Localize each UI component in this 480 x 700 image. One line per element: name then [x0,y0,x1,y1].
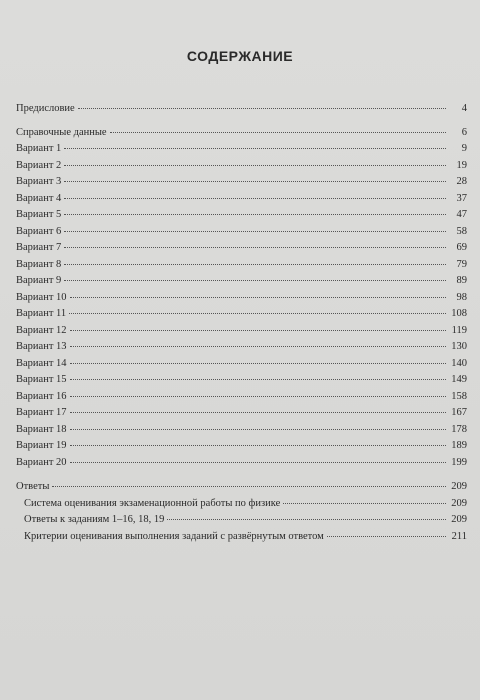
leader-dots [64,198,446,199]
toc-entry-variant-2[interactable] [16,158,467,175]
toc-entry-page: 119 [451,324,467,336]
leader-dots [64,264,446,265]
toc-entry-variant-7[interactable] [16,240,467,257]
toc-entry-variant-14[interactable] [16,356,467,373]
toc-entry-page: 37 [456,192,467,204]
leader-dots [70,330,446,331]
leader-dots [64,280,446,281]
toc-entry-label: Вариант 15 [16,374,67,385]
toc-entry-variant-13[interactable] [16,339,467,356]
leader-dots [283,503,446,504]
toc-entry-label: Вариант 14 [16,357,67,369]
toc-entry-page: 79 [456,258,467,270]
table-of-contents [16,101,467,545]
toc-entry-variant-17[interactable] [16,405,467,422]
toc-entry-label: Вариант 4 [16,192,62,204]
leader-dots [69,313,446,314]
toc-entry-variant-8[interactable] [16,257,467,274]
toc-entry-page: 130 [451,341,467,352]
leader-dots [70,462,446,463]
toc-entry-page: 158 [451,390,467,402]
toc-subentry-task-answers[interactable] [16,512,467,529]
toc-entry-label: Ответы [16,481,50,492]
toc-entry-label: Вариант 13 [16,341,67,352]
leader-dots [70,379,446,380]
toc-entry-page: 4 [461,103,467,114]
leader-dots [64,181,446,182]
toc-entry-variant-3[interactable] [16,174,467,191]
toc-entry-variant-15[interactable] [16,372,467,389]
toc-entry-page: 28 [456,176,467,187]
toc-entry-page: 108 [451,308,467,319]
toc-entry-variant-9[interactable] [16,273,467,290]
leader-dots [70,297,446,298]
toc-entry-variant-16[interactable] [16,389,467,406]
toc-entry-variant-20[interactable] [16,455,467,472]
toc-entry-label: Ответы к заданиям 1–16, 18, 19 [24,514,165,525]
leader-dots [78,108,446,109]
leader-dots [110,132,446,133]
toc-entry-page: 199 [451,456,467,468]
toc-entry-variant-10[interactable] [16,290,467,307]
toc-entry-label: Вариант 6 [16,225,62,237]
toc-entry-label: Вариант 10 [16,291,67,303]
toc-entry-label: Вариант 17 [16,407,67,418]
toc-entry-page: 140 [451,357,467,369]
toc-entry-variant-5[interactable] [16,207,467,224]
toc-entry-variant-11[interactable] [16,306,467,323]
leader-dots [64,231,446,232]
toc-entry-page: 211 [451,530,467,542]
toc-entry-variant-18[interactable] [16,422,467,439]
toc-entry-page: 69 [456,242,467,253]
toc-entry-label: Вариант 8 [16,258,62,270]
toc-entry-page: 167 [451,407,467,418]
toc-entry-page: 9 [461,143,467,154]
leader-dots [52,486,446,487]
toc-entry-variant-4[interactable] [16,191,467,208]
toc-entry-page: 47 [456,209,467,220]
leader-dots [70,396,446,397]
toc-entry-variant-1[interactable] [16,141,467,158]
leader-dots [70,412,446,413]
toc-entry-page: 209 [451,481,467,492]
leader-dots [70,429,446,430]
leader-dots [70,346,446,347]
page-title: СОДЕРЖАНИЕ [186,48,294,64]
toc-entry-label: Вариант 3 [16,176,62,187]
toc-entry-answers[interactable] [16,479,467,496]
toc-entry-variant-19[interactable] [16,438,467,455]
toc-entry-label: Вариант 12 [16,324,67,336]
toc-entry-label: Критерии оценивания выполнения заданий с развёрнутым ответом [24,530,324,542]
toc-entry-page: 149 [451,374,467,385]
toc-entry-variant-6[interactable] [16,224,467,241]
toc-subentry-grading-criteria[interactable] [16,529,467,546]
toc-entry-page: 19 [456,159,467,171]
toc-entry-label: Вариант 1 [16,143,62,154]
leader-dots [64,247,446,248]
leader-dots [167,519,446,520]
toc-entry-label: Вариант 16 [16,390,67,402]
leader-dots [64,148,446,149]
toc-entry-label: Предисловие [16,103,75,114]
toc-entry-label: Вариант 11 [16,308,67,319]
toc-entry-label: Вариант 2 [16,159,62,171]
toc-entry-page: 189 [451,440,467,451]
toc-entry-reference-data[interactable] [16,125,467,142]
leader-dots [70,445,446,446]
leader-dots [64,165,446,166]
toc-entry-label: Система оценивания экзаменационной работы по физике [24,497,281,509]
toc-entry-page: 209 [451,514,467,525]
toc-entry-page: 6 [461,126,467,138]
leader-dots [327,536,446,537]
toc-entry-variant-12[interactable] [16,323,467,340]
toc-entry-label: Вариант 9 [16,275,62,286]
toc-entry-page: 98 [456,291,467,303]
toc-entry-page: 89 [456,275,467,286]
toc-entry-label: Вариант 7 [16,242,62,253]
toc-entry-preface[interactable] [16,101,467,118]
toc-entry-label: Вариант 20 [16,456,67,468]
toc-entry-label: Вариант 18 [16,423,67,435]
toc-subentry-grading-system[interactable] [16,496,467,513]
toc-entry-label: Вариант 5 [16,209,62,220]
toc-entry-page: 178 [451,423,467,435]
toc-entry-page: 58 [456,225,467,237]
toc-entry-page: 209 [451,497,467,509]
leader-dots [64,214,446,215]
toc-entry-label: Вариант 19 [16,440,67,451]
toc-entry-label: Справочные данные [16,126,107,138]
leader-dots [70,363,446,364]
